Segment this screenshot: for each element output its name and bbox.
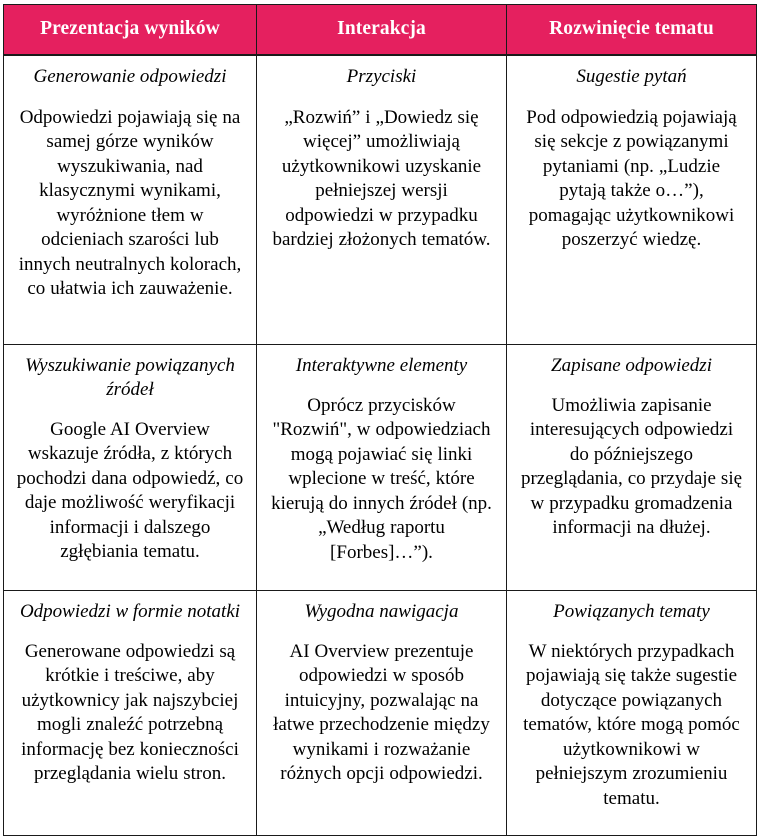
cell-title: Wygodna nawigacja [304, 601, 459, 622]
cell-r3c1 [4, 591, 257, 836]
cell-r1c1 [4, 55, 257, 345]
column-header-rozwiniecie-tematu: Rozwinięcie tematu [507, 5, 757, 56]
comparison-table [3, 4, 757, 836]
cell-title: Powiązanych tematy [553, 601, 710, 622]
cell-title: Zapisane odpowiedzi [551, 355, 712, 376]
cell-title: Wyszukiwanie powiązanych źródeł [25, 355, 235, 400]
cell-r2c2 [257, 345, 507, 591]
column-header-prezentacja-wynikow: Prezentacja wyników [4, 5, 257, 56]
cell-body: Umożliwia zapisanie interesujących odpowiedzi do późniejszego przeglądania, co przydaje się w przypadku gromadzenia informacji na dłużej. [520, 394, 743, 539]
cell-body: „Rozwiń” i „Dowiedz się więcej” umożliwiają użytkownikowi uzyskanie pełniejszej wersji odpowiedzi w przypadku bardziej złożonych tematów. [272, 106, 491, 251]
cell-r2c3 [507, 345, 757, 591]
table-row [4, 591, 757, 836]
cell-body: W niektórych przypadkach pojawiają się także sugestie dotyczące powiązanych tematów, które mogą pomóc użytkownikowi w pełniejszym zrozumieniu tematu. [523, 640, 740, 809]
cell-r2c1 [4, 345, 257, 591]
table-header [4, 5, 757, 56]
cell-r1c2 [257, 55, 507, 345]
table-body [4, 55, 757, 836]
cell-body: AI Overview prezentuje odpowiedzi w sposób intuicyjny, pozwalając na łatwe przechodzenie między wynikami i rozważanie różnych opcji odpowiedzi. [273, 640, 490, 785]
cell-body: Google AI Overview wskazuje źródła, z których pochodzi dana odpowiedź, co daje możliwość weryfikacji informacji i dalszego zgłębiania tematu. [16, 418, 244, 563]
table-row [4, 55, 757, 345]
cell-title: Odpowiedzi w formie notatki [19, 601, 241, 622]
header-row [4, 5, 757, 56]
cell-r1c3 [507, 55, 757, 345]
cell-body: Pod odpowiedzią pojawiają się sekcje z powiązanymi pytaniami (np. „Ludzie pytają także o…”), pomagając użytkownikowi poszerzyć wiedzę. [526, 106, 737, 251]
cell-title: Przyciski [346, 66, 417, 87]
comparison-table-container [3, 4, 756, 809]
cell-r3c3 [507, 591, 757, 836]
table-row [4, 345, 757, 591]
cell-r3c2 [257, 591, 507, 836]
cell-body: Odpowiedzi pojawiają się na samej górze wyników wyszukiwania, nad klasycznymi wynikami, wyróżnione tłem w odcieniach szarości lub innych neutralnych kolorach, co ułatwia ich zauważenie. [18, 106, 242, 300]
cell-title: Sugestie pytań [576, 66, 687, 87]
cell-body: Oprócz przycisków "Rozwiń", w odpowiedziach mogą pojawiać się linki wplecione w treść, które kierują do innych źródeł (np. „Według raportu [Forbes]…”). [271, 394, 492, 563]
cell-body: Generowane odpowiedzi są krótkie i treściwe, aby użytkownicy jak najszybciej mogli znaleźć potrzebną informację bez konieczności przeglądania wielu stron. [21, 640, 239, 785]
column-header-interakcja: Interakcja [257, 5, 507, 56]
cell-title: Interaktywne elementy [295, 355, 468, 376]
cell-title: Generowanie odpowiedzi [33, 66, 227, 87]
